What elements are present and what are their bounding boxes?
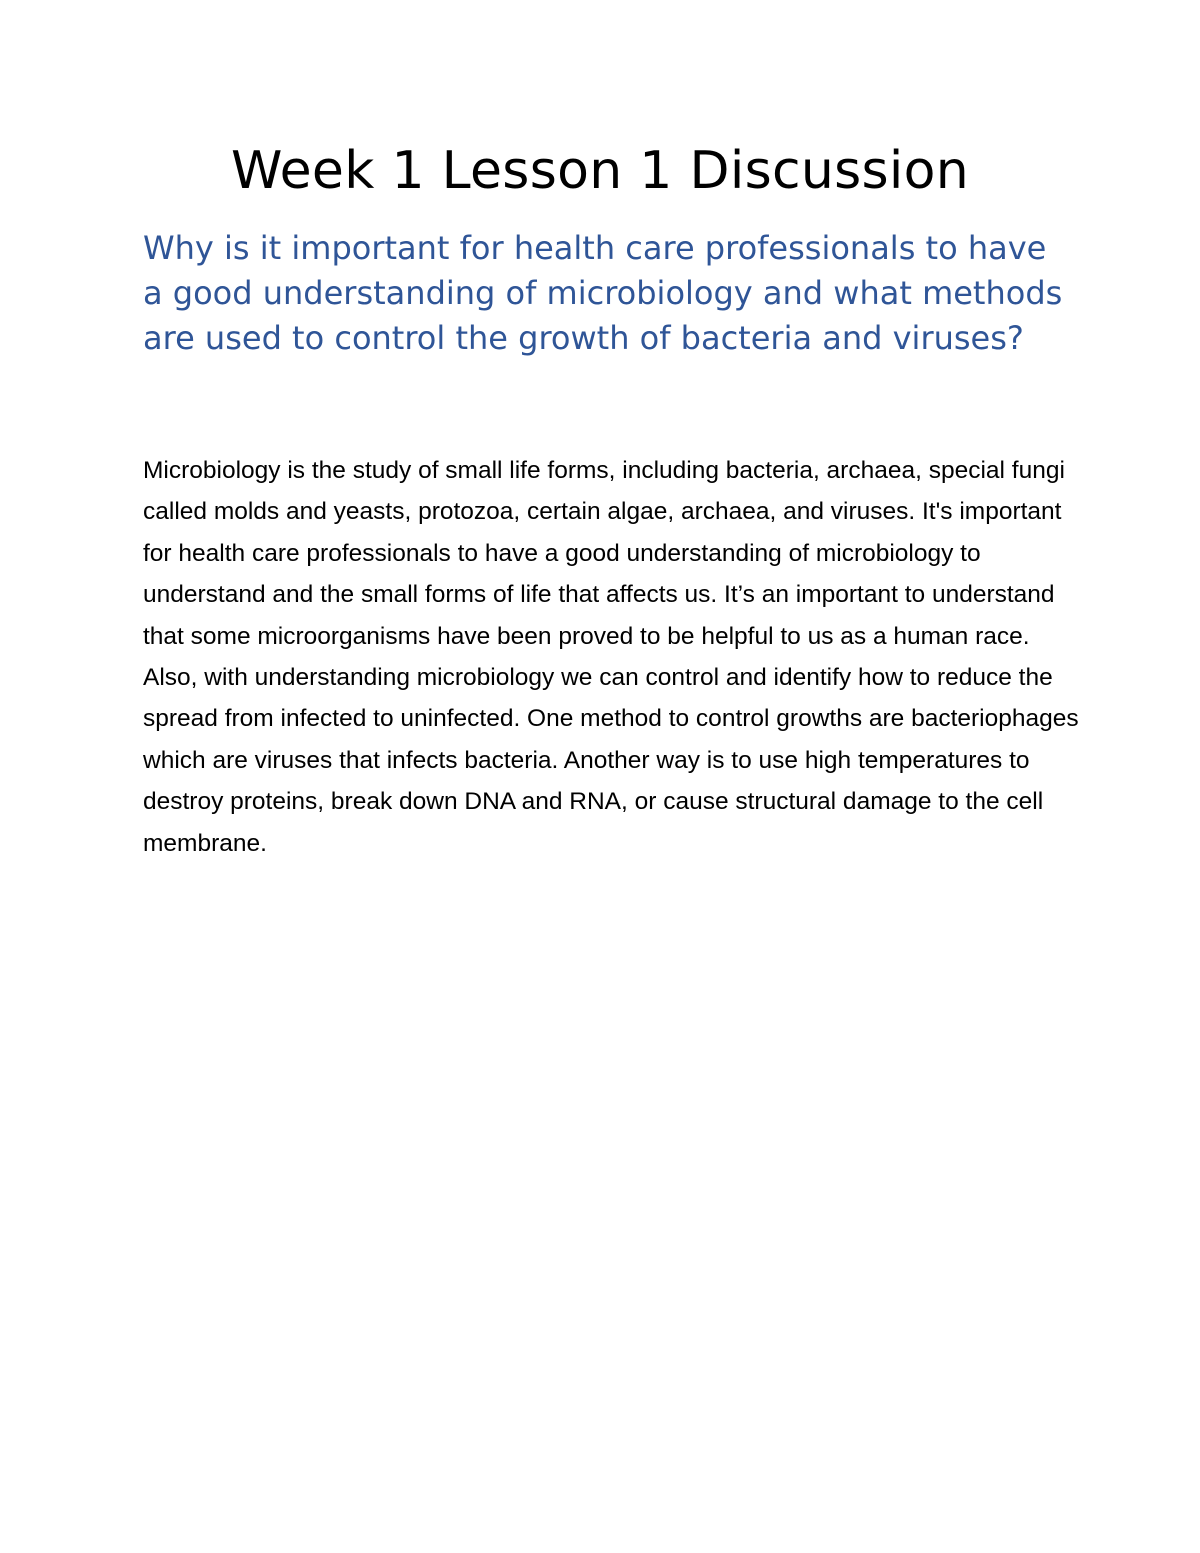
document-title: Week 1 Lesson 1 Discussion [230,141,970,201]
answer-paragraph: Microbiology is the study of small life forms, including bacteria, archaea, special fungi called molds and yeasts, protozoa, certain algae, archaea, and viruses. It's important for health care professionals to have a good understanding of microbiology to understand and the small forms of life that affects us. It’s an important to understand that some microorganisms have been proved to be helpful to us as a human race. Also, with understanding microbiology we can control and identify how to reduce the spread from infected to uninfected. One method to control growths are bacteriophages which are viruses that infects bacteria. Another way is to use high temperatures to destroy proteins, break down DNA and RNA, or cause structural damage to the cell membrane. [143,457,1079,857]
discussion-question: Why is it important for health care professionals to have a good understanding of microbiology and what methods are used to control the growth of bacteria and viruses? [143,229,1063,357]
